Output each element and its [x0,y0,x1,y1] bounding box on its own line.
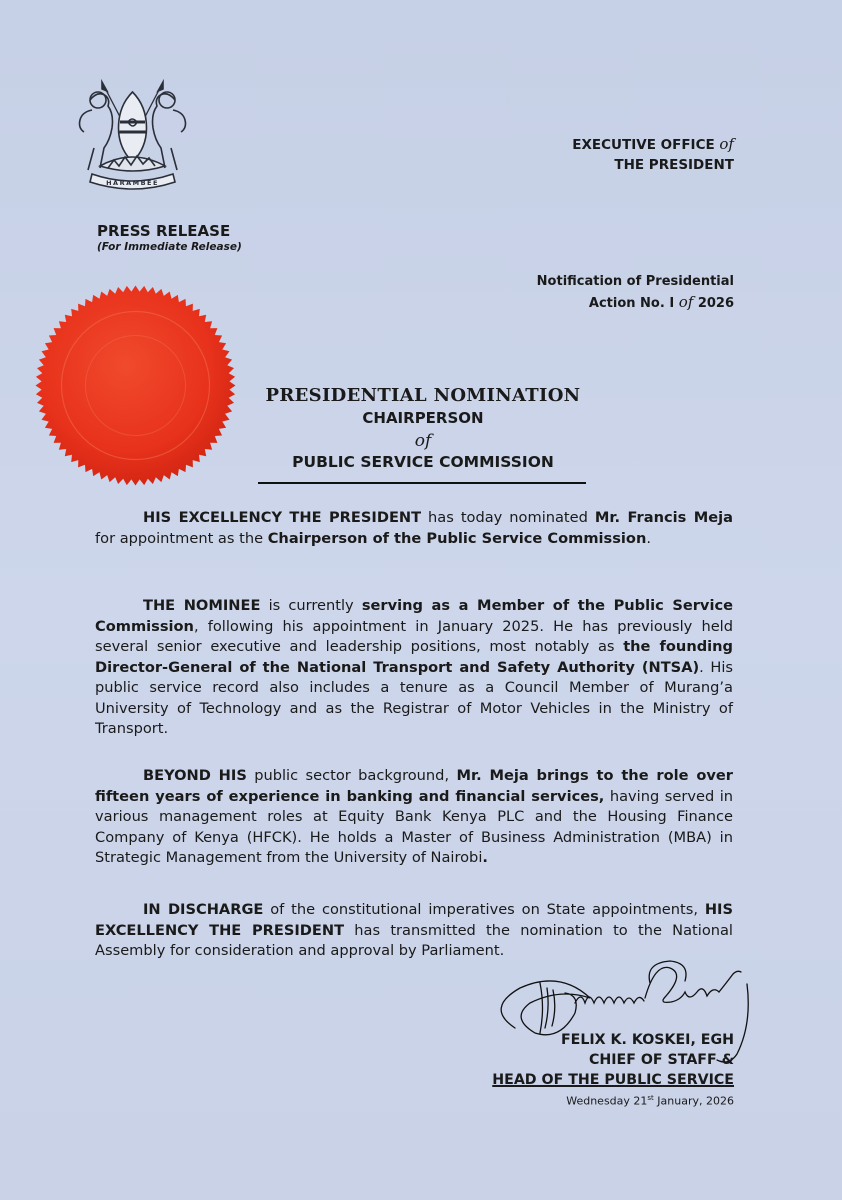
signatory-name: FELIX K. KOSKEI, EGH [560,1032,734,1048]
press-release-subheading: (For Immediate Release) [97,241,242,253]
title-line3: of [414,431,432,451]
date-suffix: st [647,1094,654,1102]
paragraph-2 [95,596,733,740]
p1-span1: HIS EXCELLENCY THE PRESIDENT [143,509,422,526]
signatory-title2: HEAD OF THE PUBLIC SERVICE [492,1072,734,1088]
svg-text:HARAMBEE: HARAMBEE [106,179,159,187]
p4-span2: of the constitutional imperatives on State appointments, [263,901,705,918]
title-line1: PRESIDENTIAL NOMINATION [265,385,581,406]
press-release-heading: PRESS RELEASE [97,222,231,240]
paragraph-1 [95,508,733,549]
p2-span3: serving as a Member of the Public Service Commission [95,597,733,635]
p4-span3: HIS EXCELLENCY THE PRESIDENT [95,901,733,939]
paragraph-3 [95,766,733,869]
notification-of: of [678,293,694,311]
signatory-block [492,1030,734,1090]
p2-span2: is currently [260,597,362,614]
release-date [566,1094,734,1108]
coat-of-arms-icon [70,70,195,190]
p2-span1: THE NOMINEE [143,597,261,614]
p3-span4: having served in various management roles at Equity Bank Kenya PLC and the Housing Finance Company of Kenya (HFCK). He holds a Master of Business Administration (MBA) in Strategic Management from the University of Nairobi [95,787,734,866]
p2-span6: . His public service record also includes a tenure as a Council Member of Murang’a University of Technology and as the Registrar of Motor Vehicles in the Ministry of Transport. [95,658,733,737]
p3-span5: . [482,849,488,866]
date-rest: January, 2026 [653,1094,734,1108]
title-line2: CHAIRPERSON [362,409,484,427]
p1-span2: has today nominated [421,509,595,526]
notification-reference [537,272,734,314]
office-line2: THE PRESIDENT [614,157,734,173]
p3-span1: BEYOND HIS [143,767,247,784]
p1-span4: for appointment as the [95,529,268,547]
p4-span4: has transmitted the nomination to the National Assembly for consideration and approval by Parliament. [95,921,733,959]
title-underline [258,482,586,484]
document-title [258,385,588,475]
red-wax-seal-icon [33,283,238,488]
p2-span5: the founding Director-General of the National Transport and Safety Authority (NTSA) [95,638,733,676]
p3-span3: Mr. Meja brings to the role over fifteen years of experience in banking and financial services, [95,767,733,805]
title-line4: PUBLIC SERVICE COMMISSION [292,453,554,471]
notification-line1: Notification of Presidential [536,274,734,289]
date-day: Wednesday 21 [566,1094,648,1108]
paragraph-4 [95,900,733,962]
p1-span3: Mr. Francis Meja [594,509,733,526]
p1-span5: Chairperson of the Public Service Commission [267,529,647,547]
office-of: of [719,135,734,153]
office-line1: EXECUTIVE OFFICE [572,137,715,153]
p3-span2: public sector background, [246,767,457,784]
p4-span1: IN DISCHARGE [143,901,264,918]
notification-action-no: Action No. I [588,296,675,311]
signatory-title1: CHIEF OF STAFF & [588,1052,734,1068]
issuing-office [572,134,734,175]
p2-span4: , following his appointment in January 2025. He has previously held several senior executive and leadership positions, most notably as [95,617,733,655]
notification-year: 2026 [697,296,734,311]
p1-span6: . [646,529,651,547]
